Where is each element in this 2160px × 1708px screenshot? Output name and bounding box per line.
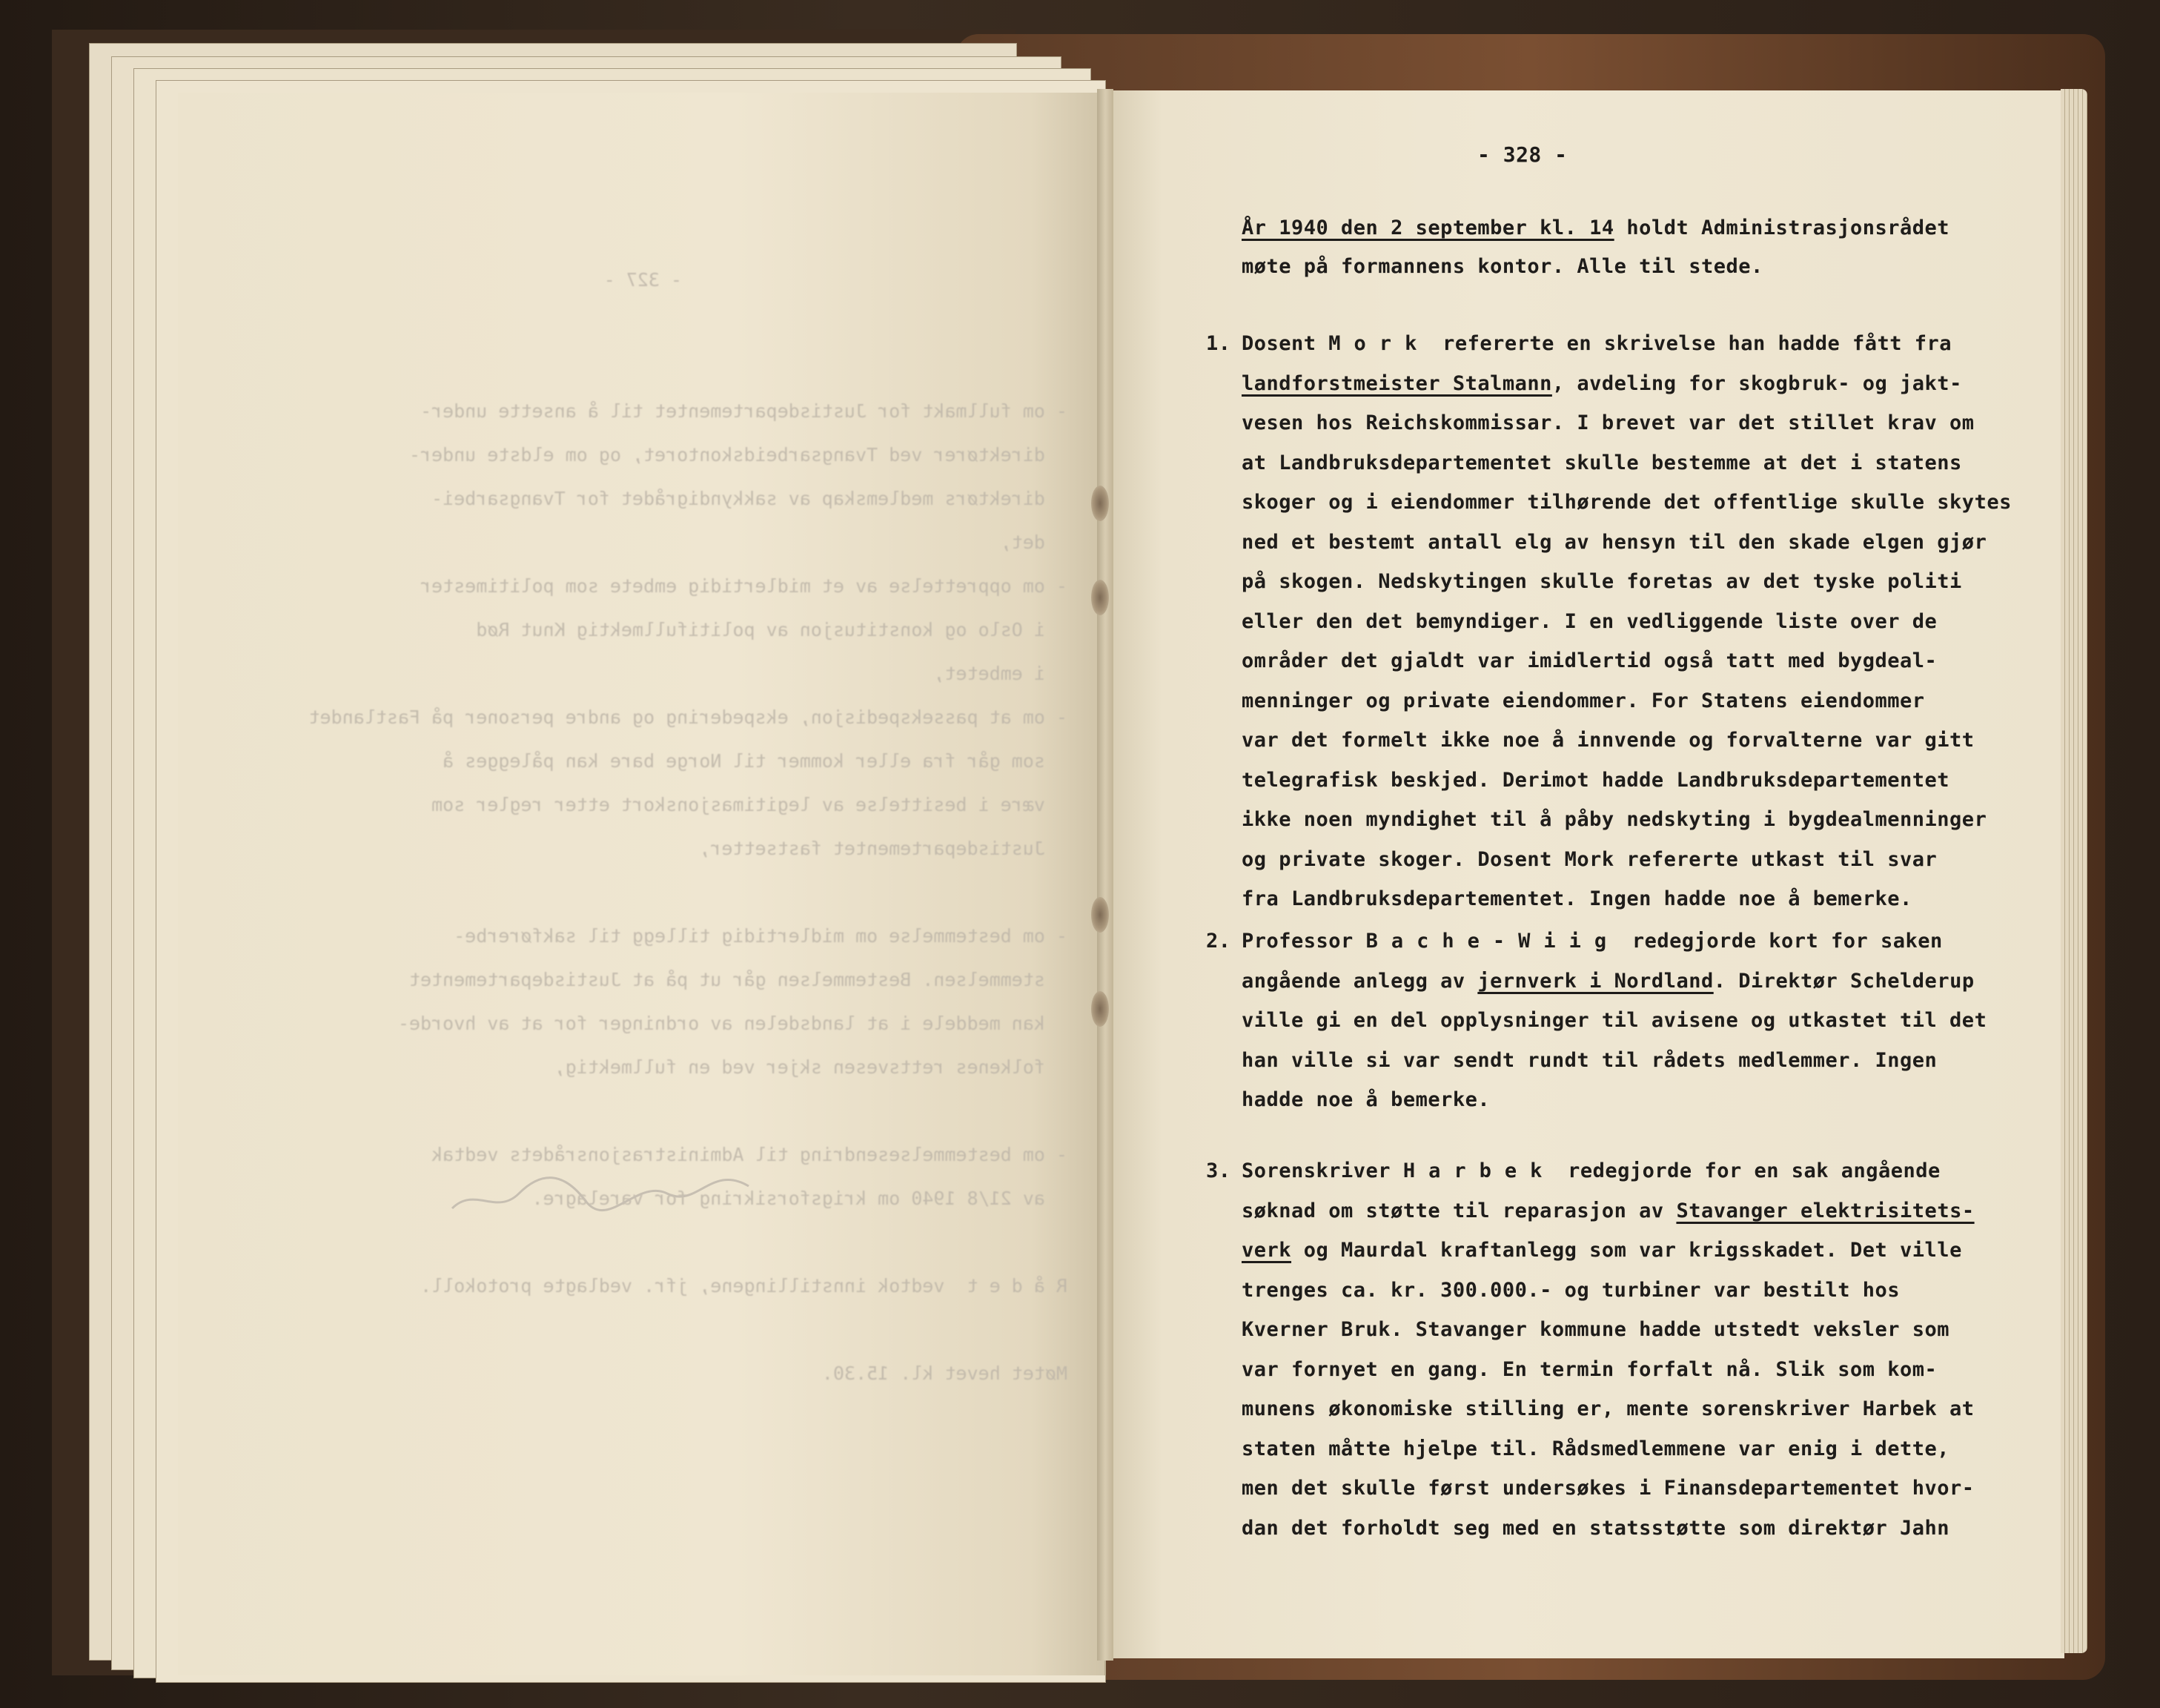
intro-text: holdt Administrasjonsrådet — [1614, 216, 1950, 239]
spaced-name: Mork — [1328, 332, 1431, 355]
item-line — [1242, 570, 1962, 593]
left-page-number: - 327 - — [603, 269, 682, 291]
book-gutter — [1097, 89, 1113, 1661]
item-number: 2. — [1206, 930, 1231, 953]
line-text: refererte en skrivelse han hadde fått fra — [1430, 332, 1952, 355]
item-line — [1242, 491, 2012, 514]
line-text: Kverner Bruk. Stavanger kommune hadde utstedt veksler som — [1242, 1318, 1950, 1341]
line-text: at Landbruksdepartementet skulle bestemme at det i statens — [1242, 451, 1962, 474]
item-line — [1242, 451, 1962, 474]
item-number: 3. — [1206, 1159, 1231, 1182]
left-page-line: i embetet, — [933, 663, 1067, 684]
left-page-line: - om fullmakt for Justisdepartementet til å ansette under- — [420, 400, 1067, 422]
item-line — [1242, 332, 1952, 355]
line-text: vesen hos Reichskommissar. I brevet var det stillet krav om — [1242, 411, 1975, 434]
left-page-line — [252, 870, 1067, 914]
line-text: hadde noe å bemerke. — [1242, 1088, 1491, 1111]
binding-hole — [1091, 580, 1109, 615]
line-text: og private skoger. Dosent Mork refererte utkast til svar — [1242, 847, 1938, 871]
line-text: Dosent — [1242, 332, 1329, 355]
underlined-text: verk — [1242, 1239, 1292, 1262]
item-line — [1242, 769, 1949, 792]
line-text: Sorenskriver — [1242, 1159, 1403, 1182]
left-page-line: være i besittelse av legitimasjonskort etter regler som — [431, 794, 1067, 815]
item-line — [1242, 1437, 1949, 1460]
spaced-name: Bache-Wiig — [1365, 930, 1620, 953]
left-page-line: direktører ved Tvangsarbeidskontoret, og om eldste under- — [408, 444, 1067, 466]
item-line — [1242, 887, 1912, 910]
left-page-line: i Oslo og konstitusjon av politifullmektig Knut Rød — [476, 619, 1067, 640]
item-line — [1242, 729, 1975, 752]
line-text: angående anlegg av — [1242, 969, 1478, 993]
line-text: søknad om støtte til reparasjon av — [1242, 1199, 1677, 1222]
line-text: og Maurdal kraftanlegg som var krigsskadet. Det ville — [1291, 1239, 1962, 1262]
left-page-line: det, — [1000, 532, 1067, 553]
underlined-text: Stavanger elektrisitets- — [1676, 1199, 1975, 1222]
item-line — [1242, 372, 1962, 395]
right-page-edges — [2061, 89, 2087, 1653]
line-text: , avdeling for skogbruk- og jakt- — [1551, 371, 1962, 395]
line-text: . Direktør Schelderup — [1713, 969, 1975, 993]
item-line — [1242, 1517, 1949, 1540]
line-text: var fornyet en gang. En termin forfalt nå. Slik som kom- — [1242, 1357, 1938, 1381]
item-line — [1242, 970, 1975, 993]
item-line — [1242, 531, 1987, 554]
left-page-line: Justisdepartementet fastsetter, — [699, 838, 1067, 859]
item-line — [1242, 1049, 1937, 1072]
left-page-line: - om bestemmelse om midlertidig tillegg til sakførerbe- — [454, 925, 1067, 947]
intro-line-2: møte på formannens kontor. Alle til stede. — [1242, 255, 1763, 278]
item-line — [1242, 808, 1987, 831]
spaced-name: Harbek — [1402, 1159, 1556, 1182]
line-text: var det formelt ikke noe å innvende og forvalterne var gitt — [1242, 729, 1975, 752]
left-page-line: direktørs medlemskap av sakkyndigrådet for Tvangsarbei- — [431, 488, 1067, 509]
left-page-line: folkenes rettsvesen skjer ved en fullmektig, — [554, 1056, 1067, 1078]
item-line — [1242, 1239, 1962, 1262]
item-line — [1242, 1088, 1490, 1111]
intro-line-1 — [1242, 216, 1949, 239]
left-page-line: kan meddele i at landsdelen av ordninger for at av hvorde- — [397, 1013, 1067, 1034]
item-line — [1242, 1477, 1975, 1500]
underlined-text: jernverk i Nordland — [1477, 969, 1714, 993]
item-line — [1242, 1397, 1975, 1420]
right-page — [1104, 90, 2064, 1658]
line-text: ned et bestemt antall elg av hensyn til den skade elgen gjør — [1242, 530, 1987, 554]
left-page-line: - om opprettelse av et midlertidig embete som politimester — [420, 575, 1067, 597]
item-line — [1242, 689, 1925, 712]
underlined-text: landforstmeister Stalmann — [1242, 371, 1552, 395]
line-text: på skogen. Nedskytingen skulle foretas av det tyske politi — [1242, 570, 1962, 593]
line-text: eller den det bemyndiger. I en vedliggende liste over de — [1242, 609, 1938, 633]
left-page-line: R å d e t vedtok innstillingene, jfr. vedlagte protokoll. — [420, 1275, 1067, 1297]
binding-hole — [1091, 991, 1109, 1027]
left-page-line — [252, 1308, 1067, 1351]
item-number: 1. — [1206, 332, 1231, 355]
left-page-line — [252, 1089, 1067, 1133]
meeting-date: År 1940 den 2 september kl. 14 — [1242, 216, 1614, 239]
item-line — [1242, 1358, 1937, 1381]
signature-scribble — [445, 1142, 756, 1231]
left-page-line: - om at passekspedisjon, ekspedering og andre personer på Fastlandet — [308, 706, 1067, 728]
line-text: fra Landbruksdepartementet. Ingen hadde noe å bemerke. — [1242, 887, 1912, 910]
line-text: trenges ca. kr. 300.000.- og turbiner var bestilt hos — [1242, 1278, 1901, 1302]
left-page-line: av 21/8 1940 om krigsforsikring for varelagre. — [531, 1188, 1067, 1209]
line-text: ville gi en del opplysninger til avisene og utkastet til det — [1242, 1009, 1987, 1032]
line-text: Professor — [1242, 930, 1366, 953]
line-text: munens økonomiske stilling er, mente sorenskriver Harbek at — [1242, 1397, 1975, 1420]
item-line — [1242, 1279, 1900, 1302]
item-line — [1242, 1199, 1975, 1222]
left-page-text — [252, 389, 1067, 1395]
binding-hole — [1091, 486, 1109, 521]
line-text: men det skulle først undersøkes i Finansdepartementet hvor- — [1242, 1477, 1975, 1500]
line-text: områder det gjaldt var imidlertid også tatt med bygdeal- — [1242, 649, 1938, 672]
item-line — [1242, 1009, 1987, 1032]
item-line — [1242, 1318, 1949, 1341]
left-page-line: som går fra eller kommer til Norge bare kan pålegges å — [443, 750, 1067, 772]
line-text: redegjorde kort for saken — [1620, 930, 1943, 953]
left-page-line: stemmelsen. Bestemmelsen går ut på at Justisdepartementet — [408, 969, 1067, 990]
line-text: staten måtte hjelpe til. Rådsmedlemmene var enig i dette, — [1242, 1437, 1950, 1460]
line-text: han ville si var sendt rundt til rådets medlemmer. Ingen — [1242, 1048, 1938, 1072]
page-number: - 328 - — [1477, 142, 1568, 167]
line-text: telegrafisk beskjed. Derimot hadde Landbruksdepartementet — [1242, 768, 1950, 792]
left-page-line: Møtet hevet kl. 15.30. — [821, 1363, 1067, 1384]
item-line — [1242, 649, 1937, 672]
item-line — [1242, 930, 1943, 953]
item-line — [1242, 1159, 1941, 1182]
left-page-line: - om bestemmelsesendring til Administrasjonsrådets vedtak — [431, 1144, 1067, 1165]
binding-hole — [1091, 897, 1109, 933]
item-line — [1242, 411, 1975, 434]
line-text: menninger og private eiendommer. For Statens eiendommer — [1242, 689, 1925, 712]
line-text: ikke noen myndighet til å påby nedskyting i bygdealmenninger — [1242, 808, 1987, 831]
line-text: redegjorde for en sak angående — [1555, 1159, 1941, 1182]
left-page-bleedthrough — [252, 171, 1067, 1384]
item-line — [1242, 848, 1937, 871]
item-line — [1242, 610, 1937, 633]
line-text: skoger og i eiendommer tilhørende det offentlige skulle skytes — [1242, 491, 2012, 514]
line-text: dan det forholdt seg med en statsstøtte som direktør Jahn — [1242, 1516, 1950, 1540]
